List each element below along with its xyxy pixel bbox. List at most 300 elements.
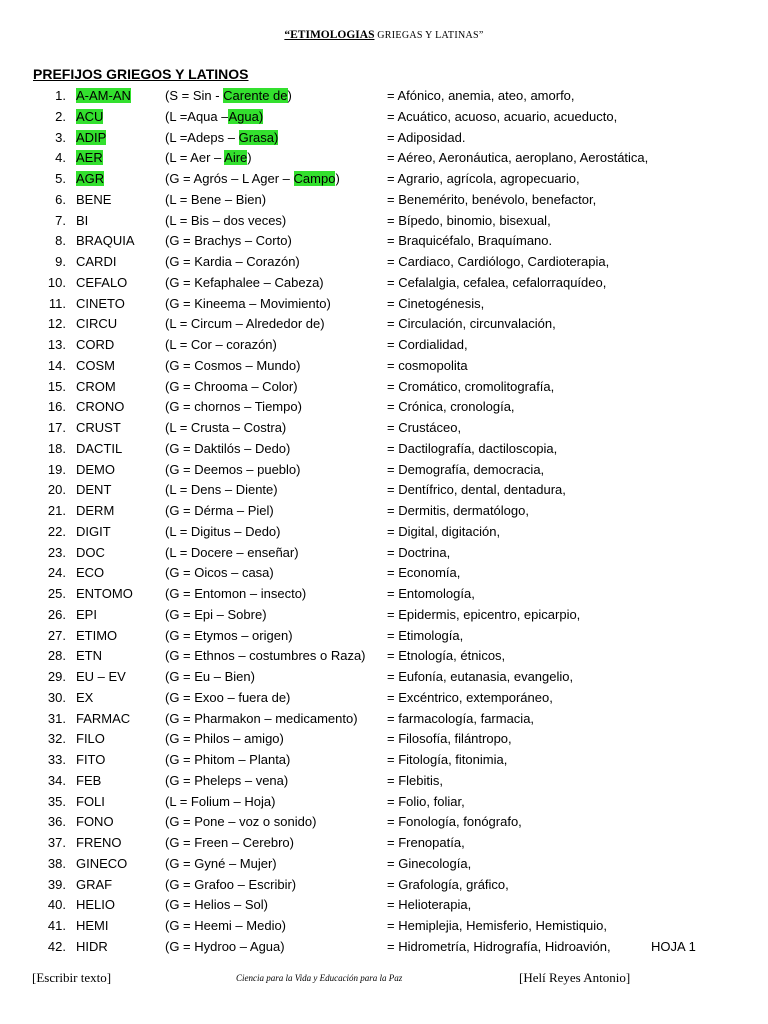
item-prefix-text: EU – EV (76, 669, 126, 684)
origin-segment: (G = Eu – Bien) (165, 669, 255, 684)
item-number: 32. (47, 731, 66, 747)
item-prefix (76, 460, 115, 481)
item-prefix (76, 895, 115, 916)
item-prefix-text: FILO (76, 731, 105, 747)
item-examples: = Afónico, anemia, ateo, amorfo, (387, 88, 575, 103)
item-prefix-text: EPI (76, 606, 97, 622)
item-number: 23. (47, 544, 66, 560)
item-origin (165, 792, 275, 813)
item-prefix (76, 480, 111, 501)
list-item (0, 584, 768, 605)
item-origin (165, 356, 300, 377)
item-prefix-text: FOLI (76, 793, 105, 809)
item-examples: = Braquicéfalo, Braquímano. (387, 233, 553, 249)
origin-segment: (G = Pharmakon – medicamento) (165, 710, 358, 726)
origin-segment: ) (335, 171, 340, 186)
item-prefix (76, 833, 122, 854)
item-origin (165, 377, 298, 398)
item-examples: = Etimología, (387, 627, 464, 643)
list-item (0, 729, 768, 750)
item-prefix-text: HIDR (76, 938, 108, 954)
item-prefix (76, 356, 115, 377)
origin-segment: (L =Aqua – (165, 108, 229, 124)
item-examples: = Cardiaco, Cardiólogo, Cardioterapia, (387, 254, 610, 269)
item-examples: = Adiposidad. (387, 129, 466, 145)
item-prefix-text: FEB (76, 772, 102, 788)
item-prefix (76, 169, 104, 190)
item-origin (165, 771, 288, 792)
prefix-list (0, 86, 768, 958)
item-prefix (76, 148, 103, 169)
item-prefix (76, 314, 117, 335)
list-item (0, 626, 768, 647)
item-prefix-text: DERM (76, 503, 115, 518)
item-prefix (76, 522, 111, 543)
origin-segment: (L =Adeps – (165, 129, 239, 145)
item-origin (165, 916, 286, 937)
item-number: 14. (47, 357, 66, 373)
item-number: 26. (47, 606, 66, 622)
item-prefix-text: ETN (76, 648, 102, 664)
item-origin (165, 231, 292, 252)
origin-segment: (G = Grafoo – Escribir) (165, 876, 297, 892)
item-examples: = Cordialidad, (387, 337, 468, 352)
item-prefix (76, 211, 88, 232)
item-origin (165, 688, 290, 709)
item-examples: = Cinetogénesis, (387, 295, 485, 311)
origin-segment: (L = Circum – Alrededor de) (165, 316, 325, 332)
item-examples: = Entomología, (387, 586, 475, 601)
item-number: 9. (55, 254, 66, 269)
item-prefix (76, 294, 125, 315)
item-prefix-text: FARMAC (76, 710, 131, 726)
list-item (0, 335, 768, 356)
item-examples: = Fonología, fonógrafo, (387, 814, 522, 830)
item-number: 30. (47, 689, 66, 705)
origin-segment: (G = Phitom – Planta) (165, 752, 291, 767)
origin-segment: (G = Gyné – Mujer) (165, 855, 277, 871)
item-number: 5. (55, 171, 66, 186)
list-item (0, 771, 768, 792)
item-prefix (76, 107, 103, 128)
item-prefix-text: AER (76, 150, 103, 166)
origin-segment: (G = Freen – Cerebro) (165, 835, 294, 850)
list-item (0, 190, 768, 211)
item-examples: = cosmopolita (387, 357, 468, 373)
item-examples: = Crustáceo, (387, 420, 462, 435)
item-origin (165, 895, 268, 916)
list-item (0, 543, 768, 564)
list-item (0, 522, 768, 543)
item-prefix (76, 729, 105, 750)
item-number: 21. (47, 503, 66, 518)
origin-highlight: Carente de (223, 88, 288, 103)
list-item (0, 480, 768, 501)
item-origin (165, 86, 292, 107)
origin-segment: (L = Dens – Diente) (165, 482, 278, 498)
item-origin (165, 294, 331, 315)
item-number: 40. (47, 897, 66, 913)
item-origin (165, 273, 324, 294)
item-prefix (76, 916, 109, 937)
item-examples: = Frenopatía, (387, 835, 465, 850)
item-examples: = Economía, (387, 565, 461, 581)
origin-segment: (G = Entomon – insecto) (165, 586, 307, 601)
item-examples: = Benemérito, benévolo, benefactor, (387, 191, 597, 207)
item-origin (165, 418, 286, 439)
item-number: 42. (47, 938, 66, 954)
list-item (0, 128, 768, 149)
item-number: 38. (47, 855, 66, 871)
title-rest: GRIEGAS Y LATINAS” (374, 30, 484, 41)
item-number: 28. (47, 648, 66, 664)
item-prefix-text: CROM (76, 378, 116, 394)
item-prefix (76, 335, 114, 356)
item-prefix (76, 397, 124, 418)
item-prefix (76, 273, 127, 294)
item-examples: = Ginecología, (387, 855, 472, 871)
item-prefix (76, 501, 114, 522)
origin-segment: (G = Deemos – pueblo) (165, 461, 301, 477)
origin-segment: (G = Kefaphalee – Cabeza) (165, 274, 324, 290)
list-item (0, 273, 768, 294)
sheet-label: HOJA 1 (651, 938, 696, 954)
title-main: “ETIMOLOGIAS (284, 29, 375, 41)
origin-segment: (G = Chrooma – Color) (165, 378, 298, 394)
item-origin (165, 169, 340, 190)
item-origin (165, 480, 278, 501)
item-prefix (76, 605, 97, 626)
list-item (0, 563, 768, 584)
item-prefix-text: FITO (76, 752, 106, 767)
item-prefix (76, 937, 108, 958)
section-title: PREFIJOS GRIEGOS Y LATINOS (33, 66, 249, 82)
item-prefix-text: ACU (76, 108, 104, 124)
item-prefix-text: BRAQUIA (76, 233, 135, 249)
list-item (0, 418, 768, 439)
list-item (0, 895, 768, 916)
item-prefix-text: DEMO (76, 461, 115, 477)
origin-segment: (G = Brachys – Corto) (165, 233, 292, 249)
origin-segment: (L = Docere – enseñar) (165, 544, 299, 560)
origin-segment: (G = Kardia – Corazón) (165, 254, 300, 269)
item-examples: = Epidermis, epicentro, epicarpio, (387, 606, 581, 622)
item-prefix (76, 86, 131, 107)
origin-segment: (L = Digitus – Dedo) (165, 523, 281, 539)
item-number: 27. (47, 627, 66, 643)
item-prefix (76, 854, 127, 875)
item-prefix-text: COSM (76, 357, 115, 373)
origin-segment: (L = Bis – dos veces) (165, 212, 287, 228)
origin-segment: ) (247, 150, 252, 166)
item-origin (165, 314, 325, 335)
item-examples: = Cromático, cromolitografía, (387, 378, 555, 394)
item-prefix-text: CARDI (76, 254, 117, 269)
origin-segment: (G = Ethnos – costumbres o Raza) (165, 648, 366, 664)
item-prefix (76, 667, 126, 688)
list-item (0, 231, 768, 252)
item-examples: = Hemiplejia, Hemisferio, Hemistiquio, (387, 918, 607, 933)
origin-segment: (L = Cor – corazón) (165, 337, 277, 352)
list-item (0, 148, 768, 169)
item-prefix-text: FONO (76, 814, 114, 830)
list-item (0, 211, 768, 232)
item-prefix-text: DACTIL (76, 440, 123, 456)
item-prefix-text: CRONO (76, 399, 125, 415)
origin-highlight: Grasa) (238, 129, 279, 145)
item-number: 7. (55, 212, 66, 228)
item-origin (165, 252, 300, 273)
item-examples: = Bípedo, binomio, bisexual, (387, 212, 551, 228)
item-examples: = Crónica, cronología, (387, 399, 515, 415)
footer-left[interactable]: [Escribir texto] (32, 970, 112, 985)
item-number: 12. (47, 316, 66, 332)
item-origin (165, 563, 274, 584)
origin-segment: (G = Agrós – L Ager – (165, 171, 294, 186)
item-number: 39. (47, 876, 66, 892)
item-prefix-text: HEMI (76, 918, 109, 933)
item-origin (165, 543, 299, 564)
item-prefix (76, 875, 112, 896)
origin-segment: (G = Helios – Sol) (165, 897, 268, 913)
item-origin (165, 439, 290, 460)
item-prefix (76, 626, 117, 647)
item-examples: = Circulación, circunvalación, (387, 316, 556, 332)
origin-segment: (L = Aer – (165, 150, 225, 166)
item-origin (165, 937, 285, 958)
item-prefix-text: AGR (76, 171, 105, 186)
item-prefix (76, 771, 101, 792)
origin-segment: (L = Folium – Hoja) (165, 793, 276, 809)
item-prefix (76, 688, 93, 709)
item-examples: = Hidrometría, Hidrografía, Hidroavión, (387, 938, 611, 954)
item-number: 16. (47, 399, 66, 415)
item-number: 19. (47, 461, 66, 477)
item-examples: = Dermitis, dermatólogo, (387, 503, 529, 518)
list-item (0, 709, 768, 730)
item-origin (165, 460, 300, 481)
item-number: 4. (55, 150, 66, 166)
item-number: 41. (47, 918, 66, 933)
item-number: 35. (47, 793, 66, 809)
list-item (0, 812, 768, 833)
list-item (0, 169, 768, 190)
item-examples: = Acuático, acuoso, acuario, acueducto, (387, 108, 618, 124)
item-prefix-text: ENTOMO (76, 586, 133, 601)
item-prefix (76, 563, 104, 584)
list-item (0, 667, 768, 688)
origin-highlight: Campo (293, 171, 336, 186)
item-origin (165, 667, 255, 688)
item-examples: = Folio, foliar, (387, 793, 465, 809)
item-prefix-text: ADIP (76, 129, 107, 145)
item-prefix-text: HELIO (76, 897, 116, 913)
list-item (0, 750, 768, 771)
list-item (0, 107, 768, 128)
item-number: 22. (47, 523, 66, 539)
item-examples: = Fitología, fitonimia, (387, 752, 508, 767)
item-number: 34. (47, 772, 66, 788)
item-examples: = Agrario, agrícola, agropecuario, (387, 171, 580, 186)
item-examples: = Etnología, étnicos, (387, 648, 506, 664)
origin-segment: (G = Dérma – Piel) (165, 503, 274, 518)
list-item (0, 439, 768, 460)
item-prefix (76, 543, 105, 564)
item-prefix (76, 812, 114, 833)
item-number: 20. (47, 482, 66, 498)
origin-segment: (G = Pheleps – vena) (165, 772, 289, 788)
list-item (0, 833, 768, 854)
item-origin (165, 854, 277, 875)
item-examples: = Doctrina, (387, 544, 451, 560)
origin-segment: (G = Oicos – casa) (165, 565, 274, 581)
item-number: 11. (48, 295, 66, 311)
item-examples: = farmacología, farmacia, (387, 710, 535, 726)
item-origin (165, 875, 296, 896)
item-prefix (76, 709, 130, 730)
item-origin (165, 128, 278, 149)
origin-segment: (L = Bene – Bien) (165, 191, 267, 207)
list-item (0, 294, 768, 315)
item-prefix-text: ECO (76, 565, 105, 581)
item-origin (165, 190, 266, 211)
item-origin (165, 626, 293, 647)
item-origin (165, 833, 294, 854)
list-item (0, 875, 768, 896)
list-item (0, 937, 768, 958)
item-number: 3. (55, 129, 66, 145)
item-examples: = Dactilografía, dactiloscopia, (387, 440, 558, 456)
item-prefix (76, 231, 135, 252)
item-examples: = Excéntrico, extemporáneo, (387, 689, 553, 705)
item-origin (165, 584, 306, 605)
item-prefix-text: CINETO (76, 295, 125, 311)
item-number: 25. (47, 586, 66, 601)
item-examples: = Filosofía, filántropo, (387, 731, 512, 747)
list-item (0, 688, 768, 709)
list-item (0, 377, 768, 398)
origin-segment: (G = Hydroo – Agua) (165, 938, 285, 954)
item-origin (165, 812, 316, 833)
footer-center: Ciencia para la Vida y Educación para la Paz (236, 973, 403, 983)
item-examples: = Eufonía, eutanasia, evangelio, (387, 669, 574, 684)
item-prefix-text: CEFALO (76, 274, 128, 290)
item-number: 31. (47, 710, 66, 726)
item-origin (165, 522, 281, 543)
item-examples: = Demografía, democracia, (387, 461, 545, 477)
item-prefix-text: DIGIT (76, 523, 111, 539)
origin-segment: (G = Heemi – Medio) (165, 918, 287, 933)
item-examples: = Dentífrico, dental, dentadura, (387, 482, 566, 498)
list-item (0, 397, 768, 418)
origin-segment: (S = Sin - (165, 88, 224, 103)
item-prefix-text: CIRCU (76, 316, 118, 332)
item-prefix-text: ETIMO (76, 627, 118, 643)
item-number: 15. (47, 378, 66, 394)
origin-segment: (G = Daktilós – Dedo) (165, 440, 291, 456)
item-prefix (76, 128, 106, 149)
item-number: 29. (47, 669, 66, 684)
item-examples: = Grafología, gráfico, (387, 876, 509, 892)
item-number: 1. (55, 88, 66, 103)
item-origin (165, 211, 286, 232)
list-item (0, 646, 768, 667)
origin-segment: (G = Epi – Sobre) (165, 606, 267, 622)
item-origin (165, 397, 302, 418)
item-number: 24. (47, 565, 66, 581)
item-number: 17. (47, 420, 66, 435)
item-number: 36. (47, 814, 66, 830)
item-prefix-text: CRUST (76, 420, 121, 435)
item-examples: = Helioterapia, (387, 897, 472, 913)
document-title (0, 29, 768, 41)
item-prefix (76, 584, 133, 605)
item-prefix (76, 750, 105, 771)
item-prefix-text: DOC (76, 544, 105, 560)
item-origin (165, 605, 267, 626)
item-prefix-text: BI (76, 212, 89, 228)
origin-segment: (G = chornos – Tiempo) (165, 399, 302, 415)
item-number: 37. (47, 835, 66, 850)
list-item (0, 86, 768, 107)
item-number: 13. (47, 337, 66, 352)
item-origin (165, 335, 277, 356)
origin-segment: (G = Exoo – fuera de) (165, 689, 291, 705)
item-origin (165, 709, 358, 730)
origin-segment: (G = Philos – amigo) (165, 731, 284, 747)
list-item (0, 605, 768, 626)
item-origin (165, 501, 274, 522)
item-origin (165, 107, 263, 128)
item-prefix-text: EX (76, 689, 94, 705)
origin-segment: (L = Crusta – Costra) (165, 420, 287, 435)
item-prefix (76, 377, 116, 398)
footer-right[interactable]: [Helí Reyes Antonio] (519, 970, 631, 985)
item-number: 10. (47, 274, 66, 290)
item-number: 8. (55, 233, 66, 249)
list-item (0, 314, 768, 335)
item-number: 2. (55, 108, 66, 124)
item-number: 6. (55, 191, 66, 207)
item-prefix (76, 439, 122, 460)
list-item (0, 356, 768, 377)
item-prefix-text: DENT (76, 482, 112, 498)
list-item (0, 854, 768, 875)
item-prefix (76, 792, 105, 813)
item-prefix-text: A-AM-AN (76, 88, 131, 103)
item-number: 18. (47, 440, 66, 456)
item-examples: = Flebitis, (387, 772, 443, 788)
item-prefix (76, 252, 116, 273)
list-item (0, 252, 768, 273)
list-item (0, 792, 768, 813)
list-item (0, 916, 768, 937)
item-prefix-text: GINECO (76, 855, 128, 871)
origin-highlight: Agua) (228, 108, 264, 124)
origin-segment: (G = Pone – voz o sonido) (165, 814, 317, 830)
origin-segment: ) (287, 88, 292, 103)
origin-segment: (G = Cosmos – Mundo) (165, 357, 301, 373)
item-origin (165, 646, 366, 667)
item-prefix-text: GRAF (76, 876, 113, 892)
item-examples: = Digital, digitación, (387, 523, 501, 539)
list-item (0, 460, 768, 481)
item-examples: = Aéreo, Aeronáutica, aeroplano, Aerostática, (387, 150, 649, 166)
item-prefix-text: FRENO (76, 835, 122, 850)
item-origin (165, 750, 290, 771)
item-origin (165, 148, 252, 169)
item-origin (165, 729, 284, 750)
